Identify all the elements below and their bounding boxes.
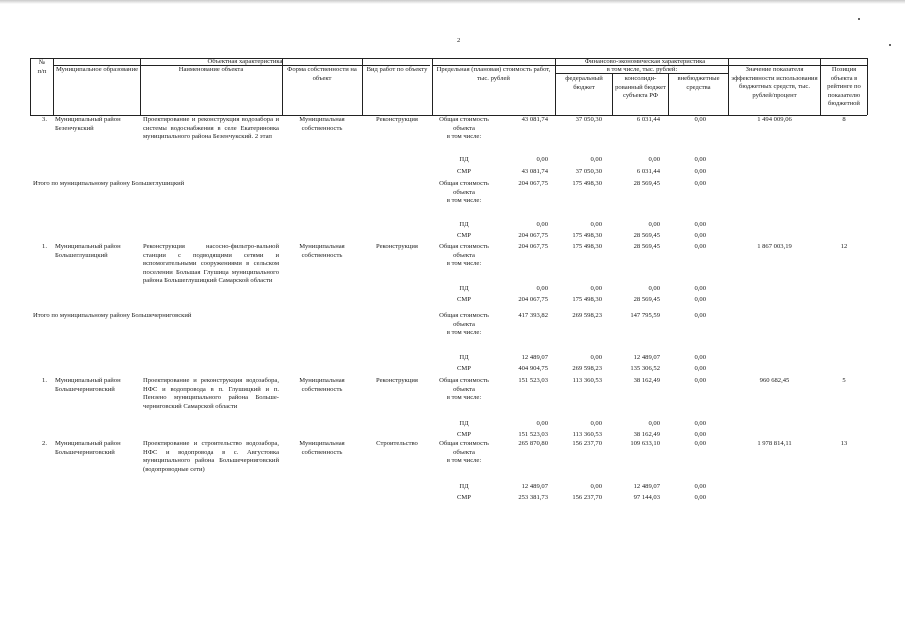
money-pd: 12 489,07 — [633, 354, 660, 361]
money-pd: 12 489,07 — [521, 354, 548, 361]
total-cost-label: Общая стоимость объекта — [439, 440, 489, 456]
money-smr: 175 498,30 — [572, 232, 602, 239]
money-total: 0,00 — [694, 116, 706, 123]
money-smr: 404 904,75 — [518, 365, 548, 372]
municipality-cell: Муниципальный район Большечерниговский — [55, 377, 121, 393]
money-smr: 204 067,75 — [518, 296, 548, 303]
pd-label: ПД — [459, 156, 469, 163]
money-total: 151 523,03 — [518, 377, 548, 384]
efficiency-value: 1 494 009,06 — [757, 116, 792, 123]
object-name-cell: Проектирование и реконструкция водозабора, НФС и водопровода в п. Глушицкий и п. Пензено муниципального района Больше-черниговский Самарской области — [143, 377, 279, 410]
header-municipality: Муниципальное образование — [55, 66, 139, 73]
subtotal-label: Итого по муниципальному району Большеглушицкий — [33, 180, 185, 187]
header-planned-cost: Предельная (плановая) стоимость работ, тыс. рублей — [436, 66, 551, 82]
smr-label: СМР — [457, 232, 471, 239]
money-smr: 113 360,53 — [572, 431, 602, 438]
money-pd: 0,00 — [648, 420, 660, 427]
total-cost-label: Общая стоимость объекта — [439, 180, 489, 196]
money-smr: 0,00 — [694, 365, 706, 372]
money-pd: 0,00 — [590, 285, 602, 292]
pd-label: ПД — [459, 354, 469, 361]
row-number: 2. — [42, 440, 47, 447]
municipality-cell: Муниципальный район Большеглушицкий — [55, 243, 121, 259]
money-pd: 0,00 — [694, 221, 706, 228]
money-pd: 0,00 — [536, 221, 548, 228]
money-pd: 0,00 — [590, 354, 602, 361]
header-work-type: Вид работ по объекту — [366, 66, 428, 73]
money-total: 204 067,75 — [518, 180, 548, 187]
money-total: 265 870,80 — [518, 440, 548, 447]
rank-value: 12 — [840, 243, 848, 250]
money-total: 204 067,75 — [518, 243, 548, 250]
header-offbudget: внебюджетные средства — [677, 75, 720, 91]
work-type-cell: Строительство — [376, 440, 418, 447]
money-smr: 151 523,03 — [518, 431, 548, 438]
rank-value: 8 — [842, 116, 846, 123]
header-object-group: Объектная характеристика — [207, 58, 283, 65]
money-total: 417 393,82 — [518, 312, 548, 319]
money-pd: 0,00 — [694, 354, 706, 361]
money-total: 113 360,53 — [572, 377, 602, 384]
money-pd: 0,00 — [536, 420, 548, 427]
money-smr: 135 306,52 — [630, 365, 660, 372]
smr-label: СМР — [457, 168, 471, 175]
efficiency-value: 960 682,45 — [759, 377, 790, 384]
table-rule — [30, 58, 31, 115]
work-type-cell: Реконструкция — [376, 377, 418, 384]
money-smr: 37 050,30 — [575, 168, 602, 175]
money-total: 109 633,10 — [630, 440, 660, 447]
header-consolidated: консолиди-рованный бюджет субъекта РФ — [615, 75, 666, 100]
header-num: № п/п — [37, 59, 47, 75]
money-total: 43 081,74 — [521, 116, 548, 123]
header-rank: Позиция объекта в рейтинге по показателю бюджетной — [827, 66, 861, 108]
header-efficiency: Значение показателя эффективности использования бюджетных средств, тыс. рублей/процент — [731, 66, 818, 99]
money-total: 175 498,30 — [572, 180, 602, 187]
in-that-label: в том числе: — [446, 457, 482, 464]
object-name-cell: Реконструкция насосно-фильтро-вальной станции с подводящими сетями и вспомогательными сооружениями в сельском поселении Большая Глушица муниципального района Большеглушицкий Самарской области — [143, 243, 279, 285]
money-pd: 12 489,07 — [633, 483, 660, 490]
money-pd: 0,00 — [694, 420, 706, 427]
pd-label: ПД — [459, 420, 469, 427]
total-cost-label: Общая стоимость объекта — [439, 377, 489, 393]
row-number: 1. — [42, 243, 47, 250]
money-pd: 0,00 — [590, 156, 602, 163]
money-total: 6 031,44 — [636, 116, 660, 123]
money-total: 0,00 — [694, 440, 706, 447]
money-total: 175 498,30 — [572, 243, 602, 250]
money-total: 28 569,45 — [633, 180, 660, 187]
money-smr: 0,00 — [694, 168, 706, 175]
page-number: 2 — [457, 37, 461, 44]
money-pd: 0,00 — [590, 483, 602, 490]
rank-value: 5 — [842, 377, 846, 384]
smr-label: СМР — [457, 431, 471, 438]
ownership-cell: Муниципальная собственность — [299, 440, 345, 456]
money-smr: 43 081,74 — [521, 168, 548, 175]
money-total: 28 569,45 — [633, 243, 660, 250]
smr-label: СМР — [457, 365, 471, 372]
money-smr: 0,00 — [694, 296, 706, 303]
money-pd: 0,00 — [590, 420, 602, 427]
efficiency-value: 1 978 814,11 — [757, 440, 792, 447]
money-pd: 0,00 — [648, 221, 660, 228]
pd-label: ПД — [459, 221, 469, 228]
efficiency-value: 1 867 003,19 — [757, 243, 792, 250]
header-finance-group: Финансово-экономическая характеристика — [584, 58, 706, 65]
in-that-label: в том числе: — [446, 260, 482, 267]
in-that-label: в том числе: — [446, 394, 482, 401]
money-total: 269 598,23 — [572, 312, 602, 319]
money-total: 37 050,30 — [575, 116, 602, 123]
smr-label: СМР — [457, 494, 471, 501]
money-smr: 6 031,44 — [636, 168, 660, 175]
work-type-cell: Реконструкция — [376, 243, 418, 250]
money-pd: 0,00 — [694, 156, 706, 163]
money-pd: 0,00 — [590, 221, 602, 228]
money-smr: 175 498,30 — [572, 296, 602, 303]
money-total: 0,00 — [694, 243, 706, 250]
row-number: 3. — [42, 116, 47, 123]
header-federal: федеральный бюджет — [565, 75, 603, 91]
rank-value: 13 — [840, 440, 848, 447]
subtotal-label: Итого по муниципальному району Большечерниговский — [33, 312, 192, 319]
money-total: 0,00 — [694, 377, 706, 384]
ownership-cell: Муниципальная собственность — [299, 116, 345, 132]
object-name-cell: Проектирование и реконструкция водозабора и системы водоснабжения в селе Екатериновка муниципального района Безенчукский. 2 этап — [143, 116, 279, 141]
total-cost-label: Общая стоимость объекта — [439, 243, 489, 259]
money-smr: 0,00 — [694, 494, 706, 501]
pd-label: ПД — [459, 483, 469, 490]
table-rule — [867, 58, 868, 115]
money-smr: 38 162,49 — [633, 431, 660, 438]
money-total: 0,00 — [694, 180, 706, 187]
money-smr: 156 237,70 — [572, 494, 602, 501]
ownership-cell: Муниципальная собственность — [299, 243, 345, 259]
money-pd: 0,00 — [648, 285, 660, 292]
money-pd: 0,00 — [536, 285, 548, 292]
money-total: 156 237,70 — [572, 440, 602, 447]
money-total: 147 795,59 — [630, 312, 660, 319]
total-cost-label: Общая стоимость объекта — [439, 116, 489, 132]
money-smr: 28 569,45 — [633, 232, 660, 239]
header-including: в том числе, тыс. рублей: — [606, 66, 678, 73]
money-pd: 0,00 — [648, 156, 660, 163]
scan-speck — [889, 44, 891, 46]
header-ownership: Форма собственности на объект — [287, 66, 357, 82]
money-total: 0,00 — [694, 312, 706, 319]
in-that-label: в том числе: — [446, 197, 482, 204]
row-number: 1. — [42, 377, 47, 384]
pd-label: ПД — [459, 285, 469, 292]
money-pd: 12 489,07 — [521, 483, 548, 490]
work-type-cell: Реконструкция — [376, 116, 418, 123]
municipality-cell: Муниципальный район Безенчукский — [55, 116, 121, 132]
money-total: 38 162,49 — [633, 377, 660, 384]
in-that-label: в том числе: — [446, 133, 482, 140]
total-cost-label: Общая стоимость объекта — [439, 312, 489, 328]
money-smr: 0,00 — [694, 431, 706, 438]
money-pd: 0,00 — [694, 285, 706, 292]
money-pd: 0,00 — [536, 156, 548, 163]
header-object-name: Наименование объекта — [178, 66, 244, 73]
scan-edge — [0, 0, 905, 4]
money-smr: 0,00 — [694, 232, 706, 239]
money-pd: 0,00 — [694, 483, 706, 490]
smr-label: СМР — [457, 296, 471, 303]
in-that-label: в том числе: — [446, 329, 482, 336]
money-smr: 97 144,03 — [633, 494, 660, 501]
money-smr: 204 067,75 — [518, 232, 548, 239]
ownership-cell: Муниципальная собственность — [299, 377, 345, 393]
scan-speck — [858, 18, 860, 20]
money-smr: 269 598,23 — [572, 365, 602, 372]
object-name-cell: Проектирование и строительство водозабора, НФС и водопровода в с. Августовка муниципального района Большечерниговский (водопроводные сети) — [143, 440, 279, 473]
money-smr: 28 569,45 — [633, 296, 660, 303]
municipality-cell: Муниципальный район Большечерниговский — [55, 440, 121, 456]
money-smr: 253 381,73 — [518, 494, 548, 501]
